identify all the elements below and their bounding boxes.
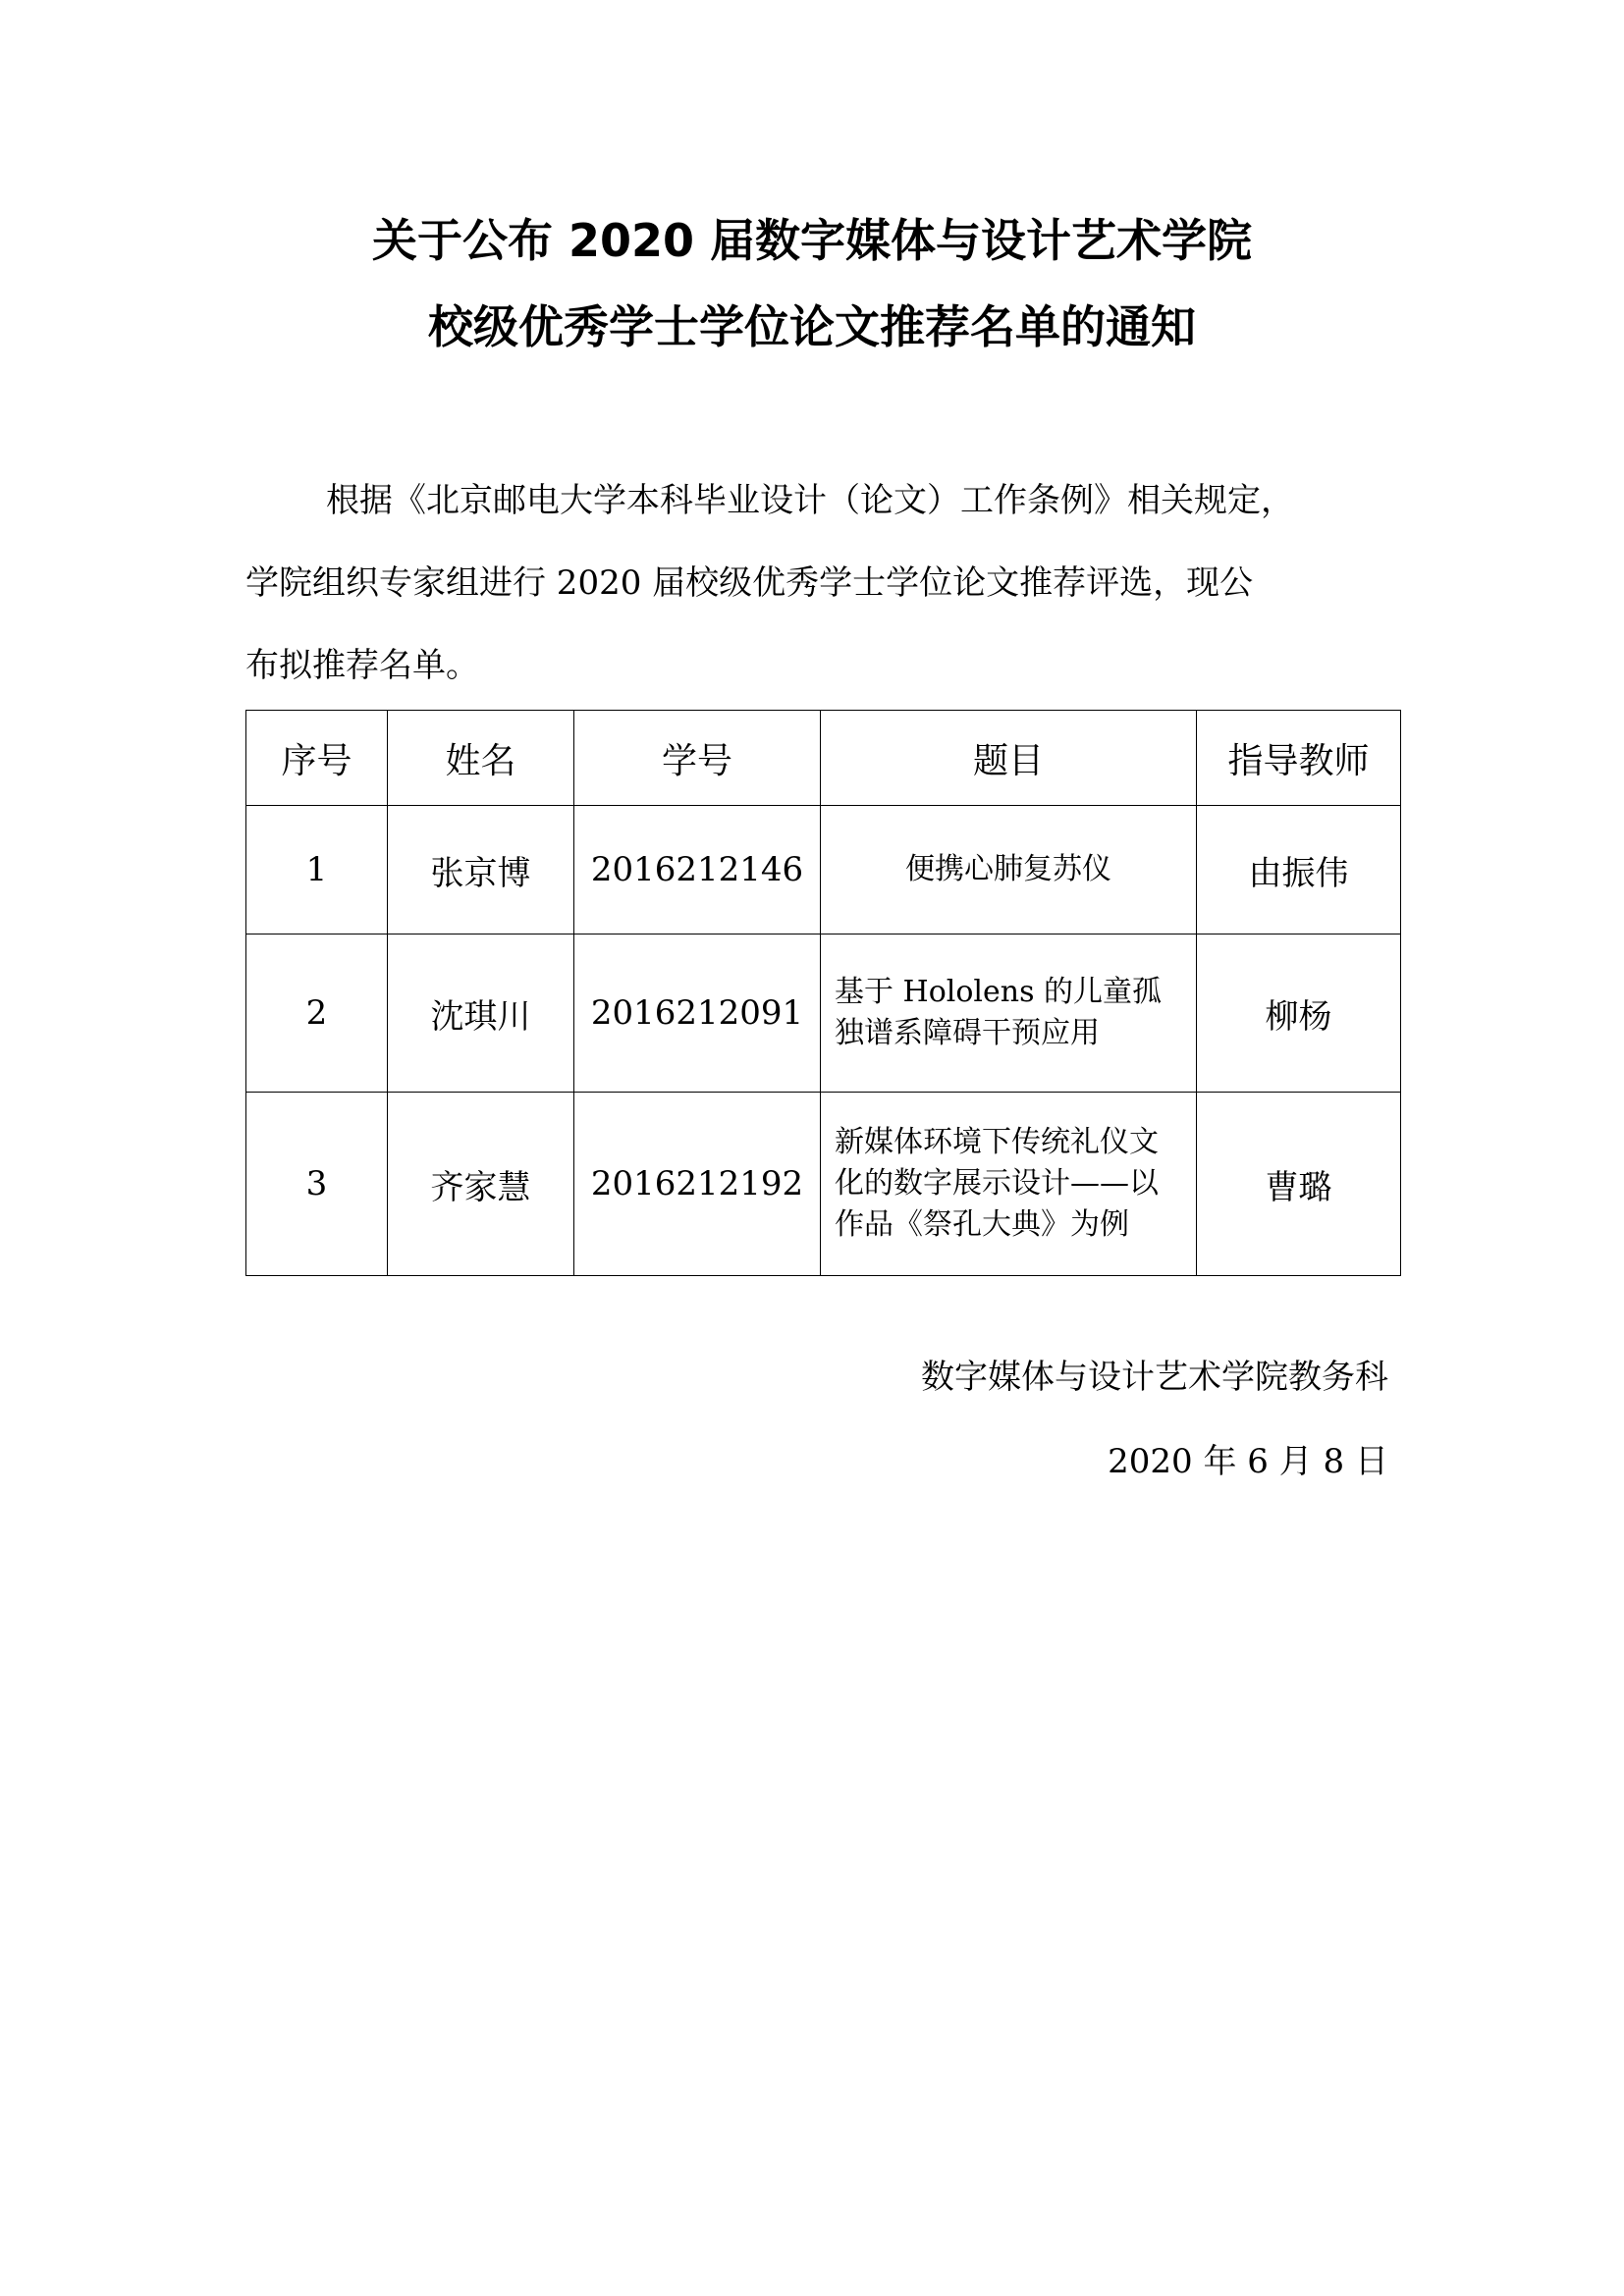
cell-topic: 新媒体环境下传统礼仪文化的数字展示设计——以作品《祭孔大典》为例 (821, 1093, 1197, 1276)
cell-advisor: 由振伟 (1197, 806, 1401, 934)
cell-topic: 便携心肺复苏仪 (821, 806, 1197, 934)
signature-date: 2020 年 6 月 8 日 (1108, 1442, 1388, 1481)
table-row (246, 806, 1401, 934)
header-topic: 题目 (821, 711, 1197, 806)
header-serial-number: 序号 (246, 711, 388, 806)
cell-topic: 基于 Hololens 的儿童孤独谱系障碍干预应用 (821, 934, 1197, 1093)
header-name: 姓名 (388, 711, 574, 806)
cell-student-id: 2016212146 (574, 806, 821, 934)
cell-serial-number: 2 (246, 934, 388, 1093)
header-advisor: 指导教师 (1197, 711, 1401, 806)
table-header-row (246, 711, 1401, 806)
cell-advisor: 曹璐 (1197, 1093, 1401, 1276)
table-row (246, 934, 1401, 1093)
table-row (246, 1093, 1401, 1276)
cell-serial-number: 3 (246, 1093, 388, 1276)
body-paragraph-line-1: 根据《北京邮电大学本科毕业设计（论文）工作条例》相关规定， (326, 481, 1294, 520)
recommendation-table (245, 710, 1401, 1276)
signature-department: 数字媒体与设计艺术学院教务科 (921, 1358, 1388, 1397)
cell-name: 沈琪川 (388, 934, 574, 1093)
cell-student-id: 2016212192 (574, 1093, 821, 1276)
document-title-line-2: 校级优秀学士学位论文推荐名单的通知 (428, 300, 1196, 353)
cell-serial-number: 1 (246, 806, 388, 934)
body-paragraph-line-2: 学院组织专家组进行 2020 届校级优秀学士学位论文推荐评选，现公 (245, 563, 1254, 603)
body-paragraph-line-3: 布拟推荐名单。 (245, 646, 479, 685)
document-title-line-1: 关于公布 2020 届数字媒体与设计艺术学院 (371, 214, 1253, 267)
cell-name: 张京博 (388, 806, 574, 934)
cell-advisor: 柳杨 (1197, 934, 1401, 1093)
header-student-id: 学号 (574, 711, 821, 806)
cell-student-id: 2016212091 (574, 934, 821, 1093)
cell-name: 齐家慧 (388, 1093, 574, 1276)
